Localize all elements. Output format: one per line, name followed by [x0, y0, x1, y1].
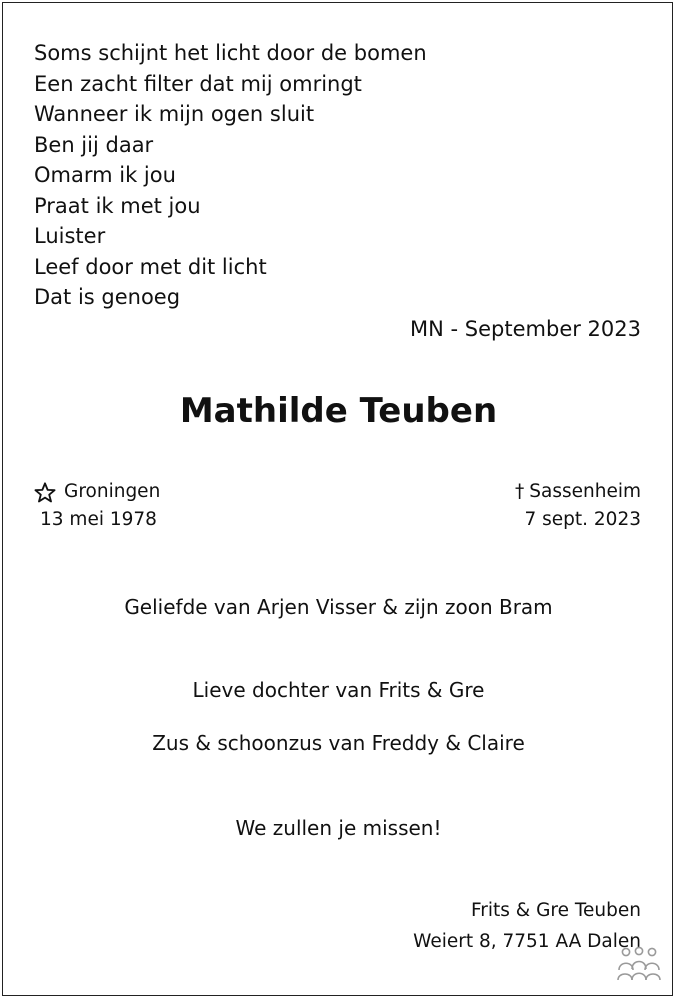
star-icon: [34, 482, 56, 503]
death-place-row: [515, 478, 641, 506]
sibling-line: Zus & schoonzus van Freddy & Claire: [152, 731, 525, 755]
death-place: Sassenheim: [529, 481, 641, 502]
poem-line: Ben jij daar: [34, 132, 154, 157]
death-date: 7 sept. 2023: [524, 509, 641, 530]
poem-line: Wanneer ik mijn ogen sluit: [34, 102, 315, 126]
poem-line: Dat is genoeg: [34, 285, 181, 309]
partner-line: Geliefde van Arjen Visser & zijn zoon Bram: [124, 595, 553, 619]
death-info: [515, 478, 641, 534]
signoff-address: Weiert 8, 7751 AA Dalen: [413, 931, 641, 952]
closing-line: We zullen je missen!: [235, 816, 442, 840]
birth-place: Groningen: [64, 481, 161, 502]
signoff-names: Frits & Gre Teuben: [470, 900, 641, 921]
poem: [34, 38, 427, 313]
daughter-line: Lieve dochter van Frits & Gre: [192, 678, 485, 702]
birth-info: [34, 478, 160, 534]
birth-place-row: [34, 478, 160, 506]
poem-line: Luister: [34, 224, 106, 248]
people-group-logo-icon: [615, 946, 663, 984]
poem-line: Omarm ik jou: [34, 163, 176, 187]
poem-line: Een zacht filter dat mij omringt: [34, 71, 362, 96]
birth-date: 13 mei 1978: [40, 509, 157, 530]
signoff: [413, 895, 641, 957]
cross-icon: †: [515, 481, 525, 502]
poem-line: Leef door met dit licht: [34, 254, 267, 279]
deceased-name: Mathilde Teuben: [179, 391, 498, 431]
poem-line: Soms schijnt het licht door de bomen: [34, 41, 427, 65]
poem-line: Praat ik met jou: [34, 193, 201, 218]
poem-credit: MN - September 2023: [410, 317, 641, 341]
